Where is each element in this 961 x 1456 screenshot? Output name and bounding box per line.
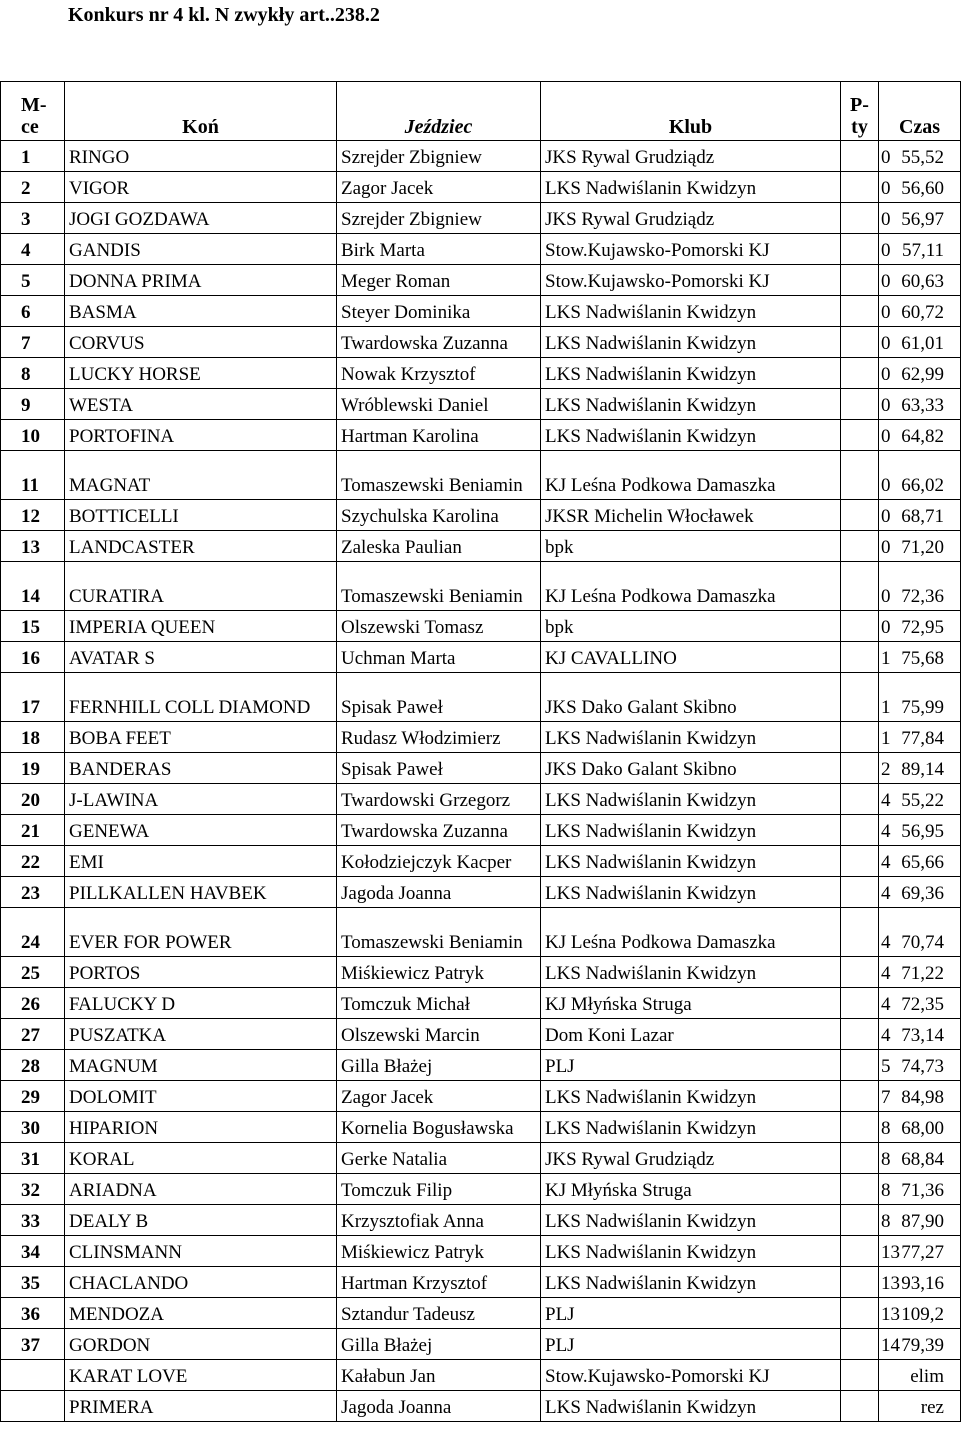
table-row (1, 1391, 961, 1422)
cell-time: 72,35 (879, 988, 961, 1019)
cell-position: 21 (1, 815, 65, 846)
cell-position: 15 (1, 611, 65, 642)
cell-horse: GORDON (65, 1329, 337, 1360)
cell-time: 55,22 (879, 784, 961, 815)
cell-points: 1 (841, 642, 879, 673)
cell-time: 72,95 (879, 611, 961, 642)
cell-horse: GANDIS (65, 234, 337, 265)
cell-horse: BOTTICELLI (65, 500, 337, 531)
cell-points: 0 (841, 203, 879, 234)
cell-horse: HIPARION (65, 1112, 337, 1143)
header-position-top: M- (21, 94, 47, 116)
cell-club: LKS Nadwiślanin Kwidzyn (541, 358, 841, 389)
cell-rider: Miśkiewicz Patryk (337, 1236, 541, 1267)
cell-club: PLJ (541, 1050, 841, 1081)
cell-rider: Tomczuk Michał (337, 988, 541, 1019)
table-row (1, 957, 961, 988)
table-row (1, 203, 961, 234)
cell-position: 33 (1, 1205, 65, 1236)
cell-position: 5 (1, 265, 65, 296)
cell-club: LKS Nadwiślanin Kwidzyn (541, 722, 841, 753)
cell-time: 77,27 (879, 1236, 961, 1267)
cell-club: LKS Nadwiślanin Kwidzyn (541, 172, 841, 203)
cell-club: LKS Nadwiślanin Kwidzyn (541, 1081, 841, 1112)
cell-club: JKS Rywal Grudziądz (541, 203, 841, 234)
cell-club: LKS Nadwiślanin Kwidzyn (541, 420, 841, 451)
cell-club: LKS Nadwiślanin Kwidzyn (541, 877, 841, 908)
cell-position: 35 (1, 1267, 65, 1298)
cell-rider: Nowak Krzysztof (337, 358, 541, 389)
cell-club: bpk (541, 611, 841, 642)
cell-time: 73,14 (879, 1019, 961, 1050)
cell-rider: Meger Roman (337, 265, 541, 296)
cell-rider: Gilla Błażej (337, 1050, 541, 1081)
cell-club: KJ Leśna Podkowa Damaszka (541, 908, 841, 957)
cell-horse: ARIADNA (65, 1174, 337, 1205)
header-club: Klub (541, 82, 841, 141)
table-row (1, 1236, 961, 1267)
table-row (1, 815, 961, 846)
cell-position: 1 (1, 141, 65, 172)
cell-club: JKSR Michelin Włocławek (541, 500, 841, 531)
cell-club: JKS Dako Galant Skibno (541, 673, 841, 722)
cell-time: 109,2 (879, 1298, 961, 1329)
cell-points: 0 (841, 531, 879, 562)
cell-position: 12 (1, 500, 65, 531)
cell-horse: WESTA (65, 389, 337, 420)
cell-points: 0 (841, 451, 879, 500)
cell-horse: GENEWA (65, 815, 337, 846)
cell-horse: FERNHILL COLL DIAMOND (65, 673, 337, 722)
cell-rider: Jagoda Joanna (337, 877, 541, 908)
cell-rider: Gilla Błażej (337, 1329, 541, 1360)
cell-position: 2 (1, 172, 65, 203)
cell-position: 8 (1, 358, 65, 389)
table-row (1, 722, 961, 753)
header-position-bottom: ce (21, 116, 39, 138)
cell-rider: Hartman Karolina (337, 420, 541, 451)
cell-rider: Spisak Paweł (337, 753, 541, 784)
cell-club: LKS Nadwiślanin Kwidzyn (541, 957, 841, 988)
cell-time: rez (879, 1391, 961, 1422)
cell-points (841, 1360, 879, 1391)
cell-points: 0 (841, 141, 879, 172)
cell-rider: Twardowska Zuzanna (337, 327, 541, 358)
cell-points: 0 (841, 562, 879, 611)
cell-time: 70,74 (879, 908, 961, 957)
table-row (1, 172, 961, 203)
cell-rider: Szrejder Zbigniew (337, 203, 541, 234)
cell-horse: J-LAWINA (65, 784, 337, 815)
table-row (1, 1143, 961, 1174)
cell-points: 1 (841, 673, 879, 722)
cell-position: 19 (1, 753, 65, 784)
cell-position: 16 (1, 642, 65, 673)
table-row (1, 784, 961, 815)
cell-points: 1 (841, 722, 879, 753)
cell-rider: Sztandur Tadeusz (337, 1298, 541, 1329)
table-row (1, 327, 961, 358)
cell-points: 0 (841, 389, 879, 420)
cell-rider: Twardowski Grzegorz (337, 784, 541, 815)
cell-horse: RINGO (65, 141, 337, 172)
cell-position: 23 (1, 877, 65, 908)
cell-horse: AVATAR S (65, 642, 337, 673)
cell-points: 0 (841, 172, 879, 203)
cell-horse: MAGNUM (65, 1050, 337, 1081)
cell-club: Stow.Kujawsko-Pomorski KJ (541, 1360, 841, 1391)
cell-points: 0 (841, 358, 879, 389)
cell-time: 75,99 (879, 673, 961, 722)
table-row (1, 846, 961, 877)
table-row (1, 500, 961, 531)
cell-horse: CHACLANDO (65, 1267, 337, 1298)
table-row (1, 1267, 961, 1298)
cell-horse: DEALY B (65, 1205, 337, 1236)
table-row (1, 1019, 961, 1050)
table-row (1, 877, 961, 908)
table-row (1, 358, 961, 389)
cell-rider: Kałabun Jan (337, 1360, 541, 1391)
cell-horse: LUCKY HORSE (65, 358, 337, 389)
cell-time: 75,68 (879, 642, 961, 673)
cell-club: KJ Młyńska Struga (541, 988, 841, 1019)
cell-position: 22 (1, 846, 65, 877)
cell-rider: Zaleska Paulian (337, 531, 541, 562)
cell-club: Dom Koni Lazar (541, 1019, 841, 1050)
table-row (1, 1081, 961, 1112)
cell-points: 0 (841, 234, 879, 265)
cell-time: 63,33 (879, 389, 961, 420)
cell-club: KJ CAVALLINO (541, 642, 841, 673)
cell-horse: KORAL (65, 1143, 337, 1174)
cell-horse: PORTOFINA (65, 420, 337, 451)
cell-rider: Twardowska Zuzanna (337, 815, 541, 846)
cell-points: 4 (841, 877, 879, 908)
cell-points: 0 (841, 296, 879, 327)
cell-position: 37 (1, 1329, 65, 1360)
table-row (1, 234, 961, 265)
cell-points: 4 (841, 1019, 879, 1050)
cell-position: 25 (1, 957, 65, 988)
cell-rider: Szrejder Zbigniew (337, 141, 541, 172)
cell-horse: CLINSMANN (65, 1236, 337, 1267)
cell-rider: Szychulska Karolina (337, 500, 541, 531)
cell-horse: DOLOMIT (65, 1081, 337, 1112)
cell-time: 62,99 (879, 358, 961, 389)
cell-points: 8 (841, 1112, 879, 1143)
table-row (1, 265, 961, 296)
cell-points: 8 (841, 1205, 879, 1236)
cell-position: 9 (1, 389, 65, 420)
table-row (1, 1298, 961, 1329)
cell-points: 13 (841, 1236, 879, 1267)
cell-club: KJ Leśna Podkowa Damaszka (541, 562, 841, 611)
cell-rider: Tomaszewski Beniamin (337, 451, 541, 500)
cell-time: 56,97 (879, 203, 961, 234)
cell-time: 68,71 (879, 500, 961, 531)
cell-points: 4 (841, 988, 879, 1019)
results-table (0, 81, 961, 1422)
cell-club: LKS Nadwiślanin Kwidzyn (541, 1391, 841, 1422)
cell-position: 6 (1, 296, 65, 327)
cell-horse: MAGNAT (65, 451, 337, 500)
cell-rider: Birk Marta (337, 234, 541, 265)
table-row (1, 1360, 961, 1391)
cell-position: 13 (1, 531, 65, 562)
cell-rider: Spisak Paweł (337, 673, 541, 722)
cell-position: 24 (1, 908, 65, 957)
cell-club: PLJ (541, 1298, 841, 1329)
cell-horse: IMPERIA QUEEN (65, 611, 337, 642)
cell-points: 8 (841, 1143, 879, 1174)
cell-club: LKS Nadwiślanin Kwidzyn (541, 327, 841, 358)
cell-position: 34 (1, 1236, 65, 1267)
cell-position: 36 (1, 1298, 65, 1329)
cell-time: 61,01 (879, 327, 961, 358)
cell-rider: Olszewski Marcin (337, 1019, 541, 1050)
header-points-bottom: ty (851, 116, 868, 138)
cell-time: 57,11 (879, 234, 961, 265)
cell-horse: CORVUS (65, 327, 337, 358)
header-time: Czas (879, 82, 961, 141)
cell-points: 4 (841, 846, 879, 877)
table-row (1, 611, 961, 642)
cell-time: 77,84 (879, 722, 961, 753)
cell-position: 28 (1, 1050, 65, 1081)
cell-position: 18 (1, 722, 65, 753)
cell-time: 74,73 (879, 1050, 961, 1081)
cell-position: 27 (1, 1019, 65, 1050)
cell-points: 0 (841, 265, 879, 296)
cell-position: 29 (1, 1081, 65, 1112)
cell-horse: JOGI GOZDAWA (65, 203, 337, 234)
cell-points: 0 (841, 611, 879, 642)
cell-points: 13 (841, 1267, 879, 1298)
header-points-top: P- (850, 94, 869, 116)
cell-rider: Kołodziejczyk Kacper (337, 846, 541, 877)
cell-position: 11 (1, 451, 65, 500)
cell-points: 2 (841, 753, 879, 784)
cell-points: 0 (841, 327, 879, 358)
cell-rider: Steyer Dominika (337, 296, 541, 327)
cell-rider: Hartman Krzysztof (337, 1267, 541, 1298)
table-row (1, 562, 961, 611)
table-row (1, 531, 961, 562)
cell-time: 66,02 (879, 451, 961, 500)
header-row (1, 82, 961, 141)
cell-position: 30 (1, 1112, 65, 1143)
cell-time: 56,95 (879, 815, 961, 846)
cell-position: 20 (1, 784, 65, 815)
cell-club: bpk (541, 531, 841, 562)
cell-position: 3 (1, 203, 65, 234)
cell-horse: PILLKALLEN HAVBEK (65, 877, 337, 908)
cell-club: KJ Młyńska Struga (541, 1174, 841, 1205)
cell-time: 84,98 (879, 1081, 961, 1112)
cell-points: 0 (841, 500, 879, 531)
cell-time: 87,90 (879, 1205, 961, 1236)
cell-horse: EMI (65, 846, 337, 877)
cell-time: elim (879, 1360, 961, 1391)
table-row (1, 1050, 961, 1081)
cell-position: 14 (1, 562, 65, 611)
cell-club: Stow.Kujawsko-Pomorski KJ (541, 234, 841, 265)
cell-points: 4 (841, 784, 879, 815)
cell-rider: Rudasz Włodzimierz (337, 722, 541, 753)
cell-points: 14 (841, 1329, 879, 1360)
cell-rider: Olszewski Tomasz (337, 611, 541, 642)
cell-club: JKS Rywal Grudziądz (541, 141, 841, 172)
cell-points: 5 (841, 1050, 879, 1081)
cell-club: LKS Nadwiślanin Kwidzyn (541, 1205, 841, 1236)
page-title: Konkurs nr 4 kl. N zwykły art..238.2 (68, 4, 380, 26)
cell-rider: Jagoda Joanna (337, 1391, 541, 1422)
cell-horse: BOBA FEET (65, 722, 337, 753)
table-row (1, 673, 961, 722)
cell-rider: Tomaszewski Beniamin (337, 562, 541, 611)
cell-club: JKS Rywal Grudziądz (541, 1143, 841, 1174)
cell-rider: Uchman Marta (337, 642, 541, 673)
cell-position: 17 (1, 673, 65, 722)
cell-horse: CURATIRA (65, 562, 337, 611)
cell-points: 13 (841, 1298, 879, 1329)
cell-time: 56,60 (879, 172, 961, 203)
cell-rider: Kornelia Bogusławska (337, 1112, 541, 1143)
cell-time: 60,63 (879, 265, 961, 296)
cell-club: LKS Nadwiślanin Kwidzyn (541, 784, 841, 815)
cell-club: LKS Nadwiślanin Kwidzyn (541, 1112, 841, 1143)
cell-horse: PORTOS (65, 957, 337, 988)
cell-points: 4 (841, 815, 879, 846)
table-row (1, 753, 961, 784)
table-row (1, 141, 961, 172)
cell-time: 89,14 (879, 753, 961, 784)
results-body (1, 141, 961, 1422)
header-horse: Koń (65, 82, 337, 141)
cell-club: KJ Leśna Podkowa Damaszka (541, 451, 841, 500)
cell-horse: PUSZATKA (65, 1019, 337, 1050)
cell-position: 7 (1, 327, 65, 358)
table-row (1, 1174, 961, 1205)
cell-time: 71,20 (879, 531, 961, 562)
cell-time: 68,00 (879, 1112, 961, 1143)
cell-time: 79,39 (879, 1329, 961, 1360)
cell-time: 69,36 (879, 877, 961, 908)
cell-time: 68,84 (879, 1143, 961, 1174)
cell-points: 8 (841, 1174, 879, 1205)
cell-position: 10 (1, 420, 65, 451)
cell-position: 26 (1, 988, 65, 1019)
header-points (841, 82, 879, 141)
cell-points: 7 (841, 1081, 879, 1112)
header-rider: Jeździec (337, 82, 541, 141)
cell-position: 4 (1, 234, 65, 265)
cell-time: 71,22 (879, 957, 961, 988)
cell-time: 72,36 (879, 562, 961, 611)
cell-rider: Zagor Jacek (337, 1081, 541, 1112)
table-row (1, 296, 961, 327)
cell-club: PLJ (541, 1329, 841, 1360)
cell-time: 93,16 (879, 1267, 961, 1298)
table-row (1, 1112, 961, 1143)
cell-horse: BANDERAS (65, 753, 337, 784)
cell-horse: DONNA PRIMA (65, 265, 337, 296)
cell-club: LKS Nadwiślanin Kwidzyn (541, 389, 841, 420)
cell-club: LKS Nadwiślanin Kwidzyn (541, 296, 841, 327)
cell-horse: EVER FOR POWER (65, 908, 337, 957)
cell-club: LKS Nadwiślanin Kwidzyn (541, 846, 841, 877)
cell-rider: Gerke Natalia (337, 1143, 541, 1174)
cell-position (1, 1360, 65, 1391)
table-row (1, 420, 961, 451)
cell-rider: Miśkiewicz Patryk (337, 957, 541, 988)
cell-rider: Tomaszewski Beniamin (337, 908, 541, 957)
cell-time: 64,82 (879, 420, 961, 451)
table-row (1, 642, 961, 673)
table-row (1, 389, 961, 420)
cell-points: 4 (841, 908, 879, 957)
cell-rider: Wróblewski Daniel (337, 389, 541, 420)
cell-rider: Tomczuk Filip (337, 1174, 541, 1205)
cell-club: JKS Dako Galant Skibno (541, 753, 841, 784)
cell-time: 60,72 (879, 296, 961, 327)
cell-time: 55,52 (879, 141, 961, 172)
table-row (1, 1205, 961, 1236)
table-row (1, 1329, 961, 1360)
cell-horse: BASMA (65, 296, 337, 327)
cell-club: LKS Nadwiślanin Kwidzyn (541, 1267, 841, 1298)
cell-points (841, 1391, 879, 1422)
cell-horse: PRIMERA (65, 1391, 337, 1422)
cell-time: 71,36 (879, 1174, 961, 1205)
header-position (1, 82, 65, 141)
table-row (1, 451, 961, 500)
cell-rider: Krzysztofiak Anna (337, 1205, 541, 1236)
cell-points: 4 (841, 957, 879, 988)
cell-club: LKS Nadwiślanin Kwidzyn (541, 1236, 841, 1267)
table-row (1, 988, 961, 1019)
cell-points: 0 (841, 420, 879, 451)
cell-club: LKS Nadwiślanin Kwidzyn (541, 815, 841, 846)
cell-position: 32 (1, 1174, 65, 1205)
cell-club: Stow.Kujawsko-Pomorski KJ (541, 265, 841, 296)
cell-position (1, 1391, 65, 1422)
cell-horse: VIGOR (65, 172, 337, 203)
cell-time: 65,66 (879, 846, 961, 877)
cell-horse: KARAT LOVE (65, 1360, 337, 1391)
cell-horse: MENDOZA (65, 1298, 337, 1329)
cell-rider: Zagor Jacek (337, 172, 541, 203)
cell-horse: LANDCASTER (65, 531, 337, 562)
table-row (1, 908, 961, 957)
cell-position: 31 (1, 1143, 65, 1174)
cell-horse: FALUCKY D (65, 988, 337, 1019)
